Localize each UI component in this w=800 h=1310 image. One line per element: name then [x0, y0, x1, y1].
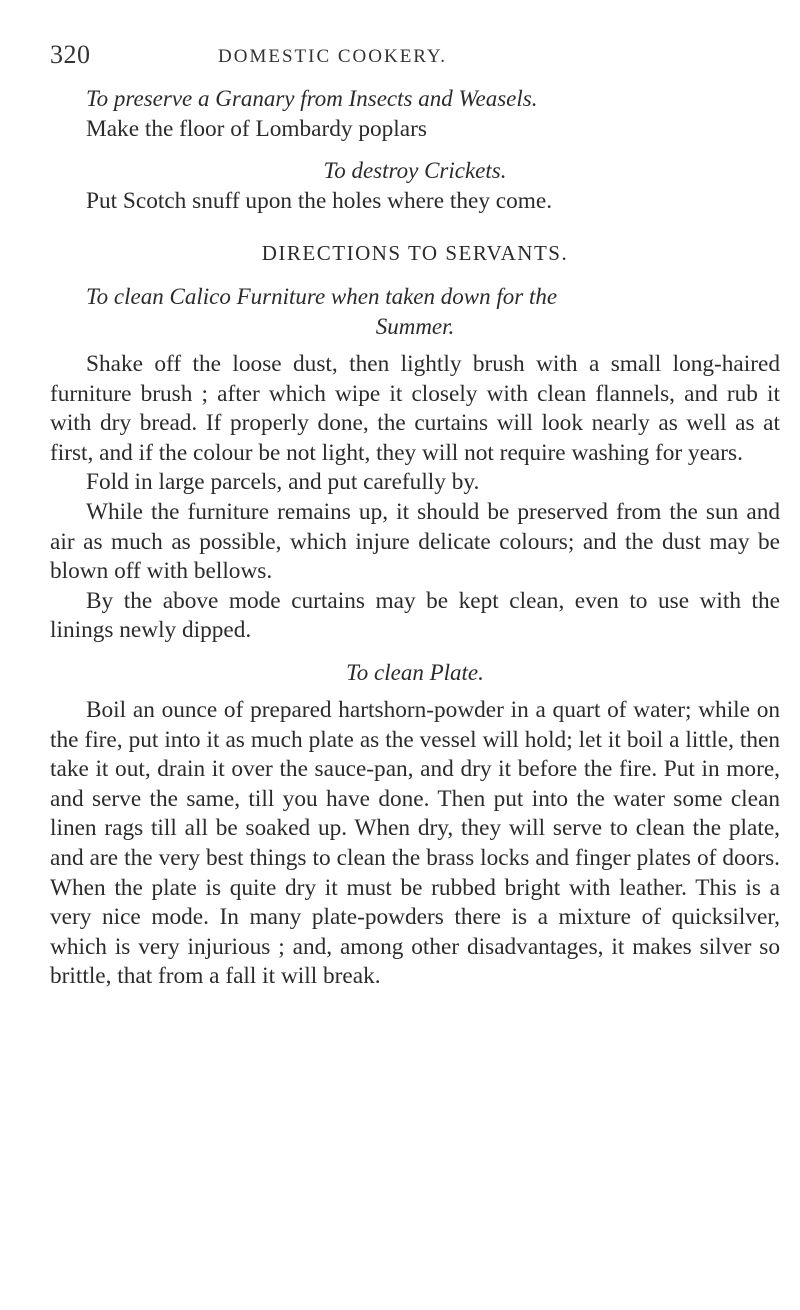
- book-page: [50, 40, 780, 992]
- plate-heading: To clean Plate.: [346, 659, 484, 685]
- calico-paragraph-2: Fold in large parcels, and put carefully by.: [86, 469, 480, 496]
- granary-text: Make the floor of Lombardy poplars: [86, 116, 427, 142]
- calico-paragraph-3: While the furniture remains up, it should be preserved from the sun and air as much as possible, which injure delicate colours; and the dust may be blown off with bellows.: [50, 498, 780, 585]
- page-header: [50, 40, 780, 84]
- plate-paragraph-1: Boil an ounce of prepared hartshorn-powder in a quart of water; while on the fire, put into it as much plate as the vessel will hold; let it boil a little, then take it out, drain it over the sauce-pan, and dry it before the fire. Put in more, and serve the same, till you have done. Then put into the water some clean linen rags till all be soaked up. When dry, they will serve to clean the plate, and are the very best things to clean the brass locks and finger plates of doors. When the plate is quite dry it must be rubbed bright with leather. This is a very nice mode. In many plate-powders there is a mixture of quicksilver, which is very injurious ; and, among other disadvantages, it makes silver so brittle, that from a fall it will break.: [50, 696, 780, 990]
- calico-paragraph-4: By the above mode curtains may be kept clean, even to use with the linings newly dipped.: [50, 587, 780, 644]
- granary-heading: To preserve a Granary from Insects and Weasels.: [86, 86, 538, 111]
- calico-paragraph-1: Shake off the loose dust, then lightly brush with a small long-haired furniture brush ; after which wipe it closely with clean flannels, and rub it with dry bread. If properly done, the curtains will look nearly as well as at first, and if the colour be not light, they will not require washing for years.: [50, 351, 780, 466]
- crickets-text: Put Scotch snuff upon the holes where they come.: [86, 188, 553, 214]
- crickets-heading: To destroy Crickets.: [323, 158, 507, 183]
- calico-heading-line1: To clean Calico Furniture when taken down for the: [86, 284, 558, 309]
- calico-heading-line2: Summer.: [375, 314, 455, 339]
- page-number: 320: [50, 40, 91, 69]
- running-head: DOMESTIC COOKERY.: [218, 46, 447, 67]
- directions-heading: DIRECTIONS TO SERVANTS.: [261, 241, 569, 265]
